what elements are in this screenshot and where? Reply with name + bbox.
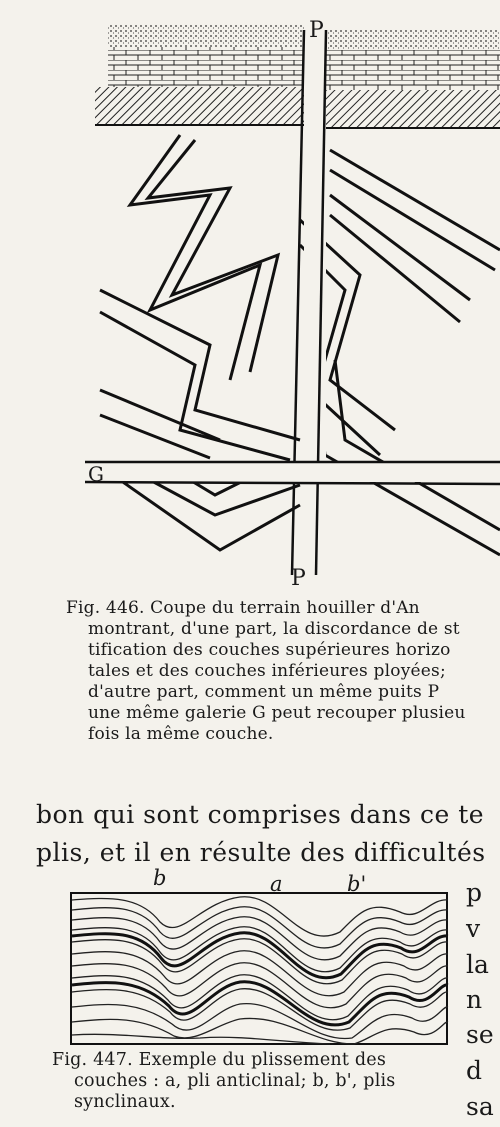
- body-line: bon qui sont comprises dans ce te: [36, 800, 485, 829]
- caption-446-line: Fig. 446. Coupe du terrain houiller d'An: [66, 598, 420, 618]
- label-p-bottom: P: [291, 566, 306, 591]
- label-g: G: [88, 462, 104, 486]
- caption-447-line: couches : a, pli anticlinal; b, b', plis: [74, 1071, 396, 1091]
- body-paragraph: [36, 796, 486, 872]
- label-p-top: P: [309, 18, 324, 43]
- figure-447-fold-diagram: [70, 892, 450, 1047]
- upper-strata-right: [326, 30, 500, 128]
- caption-447-line: Fig. 447. Exemple du plissement des: [52, 1050, 387, 1070]
- right-column-letter: sa: [466, 1092, 494, 1121]
- caption-446-line: fois la même couche.: [88, 724, 274, 744]
- label-a: a: [270, 872, 283, 896]
- gallery-g: [85, 462, 500, 484]
- right-column-letter: v: [466, 914, 481, 943]
- right-column-letter: se: [466, 1020, 494, 1049]
- label-b-prime: b': [347, 872, 367, 896]
- caption-446-line: tales et des couches inférieures ployées;: [88, 661, 446, 681]
- figure-446-caption: [66, 598, 466, 745]
- figure-447-caption: [52, 1050, 396, 1113]
- right-column-letter: n: [466, 985, 483, 1014]
- caption-446-line: une même galerie G peut recouper plusieu: [88, 703, 466, 723]
- caption-446-line: d'autre part, comment un même puits P: [88, 682, 440, 702]
- caption-446-line: montrant, d'une part, la discordance de st: [88, 619, 460, 639]
- right-column-letter: d: [466, 1056, 483, 1085]
- label-b: b: [153, 866, 167, 890]
- body-line: plis, et il en résulte des difficultés: [36, 838, 486, 867]
- right-column-letter: p: [466, 878, 483, 907]
- caption-446-line: tification des couches supérieures horizo: [88, 640, 451, 660]
- upper-strata-left: [95, 25, 304, 125]
- right-column-letter: la: [466, 950, 489, 979]
- caption-447-line: synclinaux.: [74, 1092, 176, 1112]
